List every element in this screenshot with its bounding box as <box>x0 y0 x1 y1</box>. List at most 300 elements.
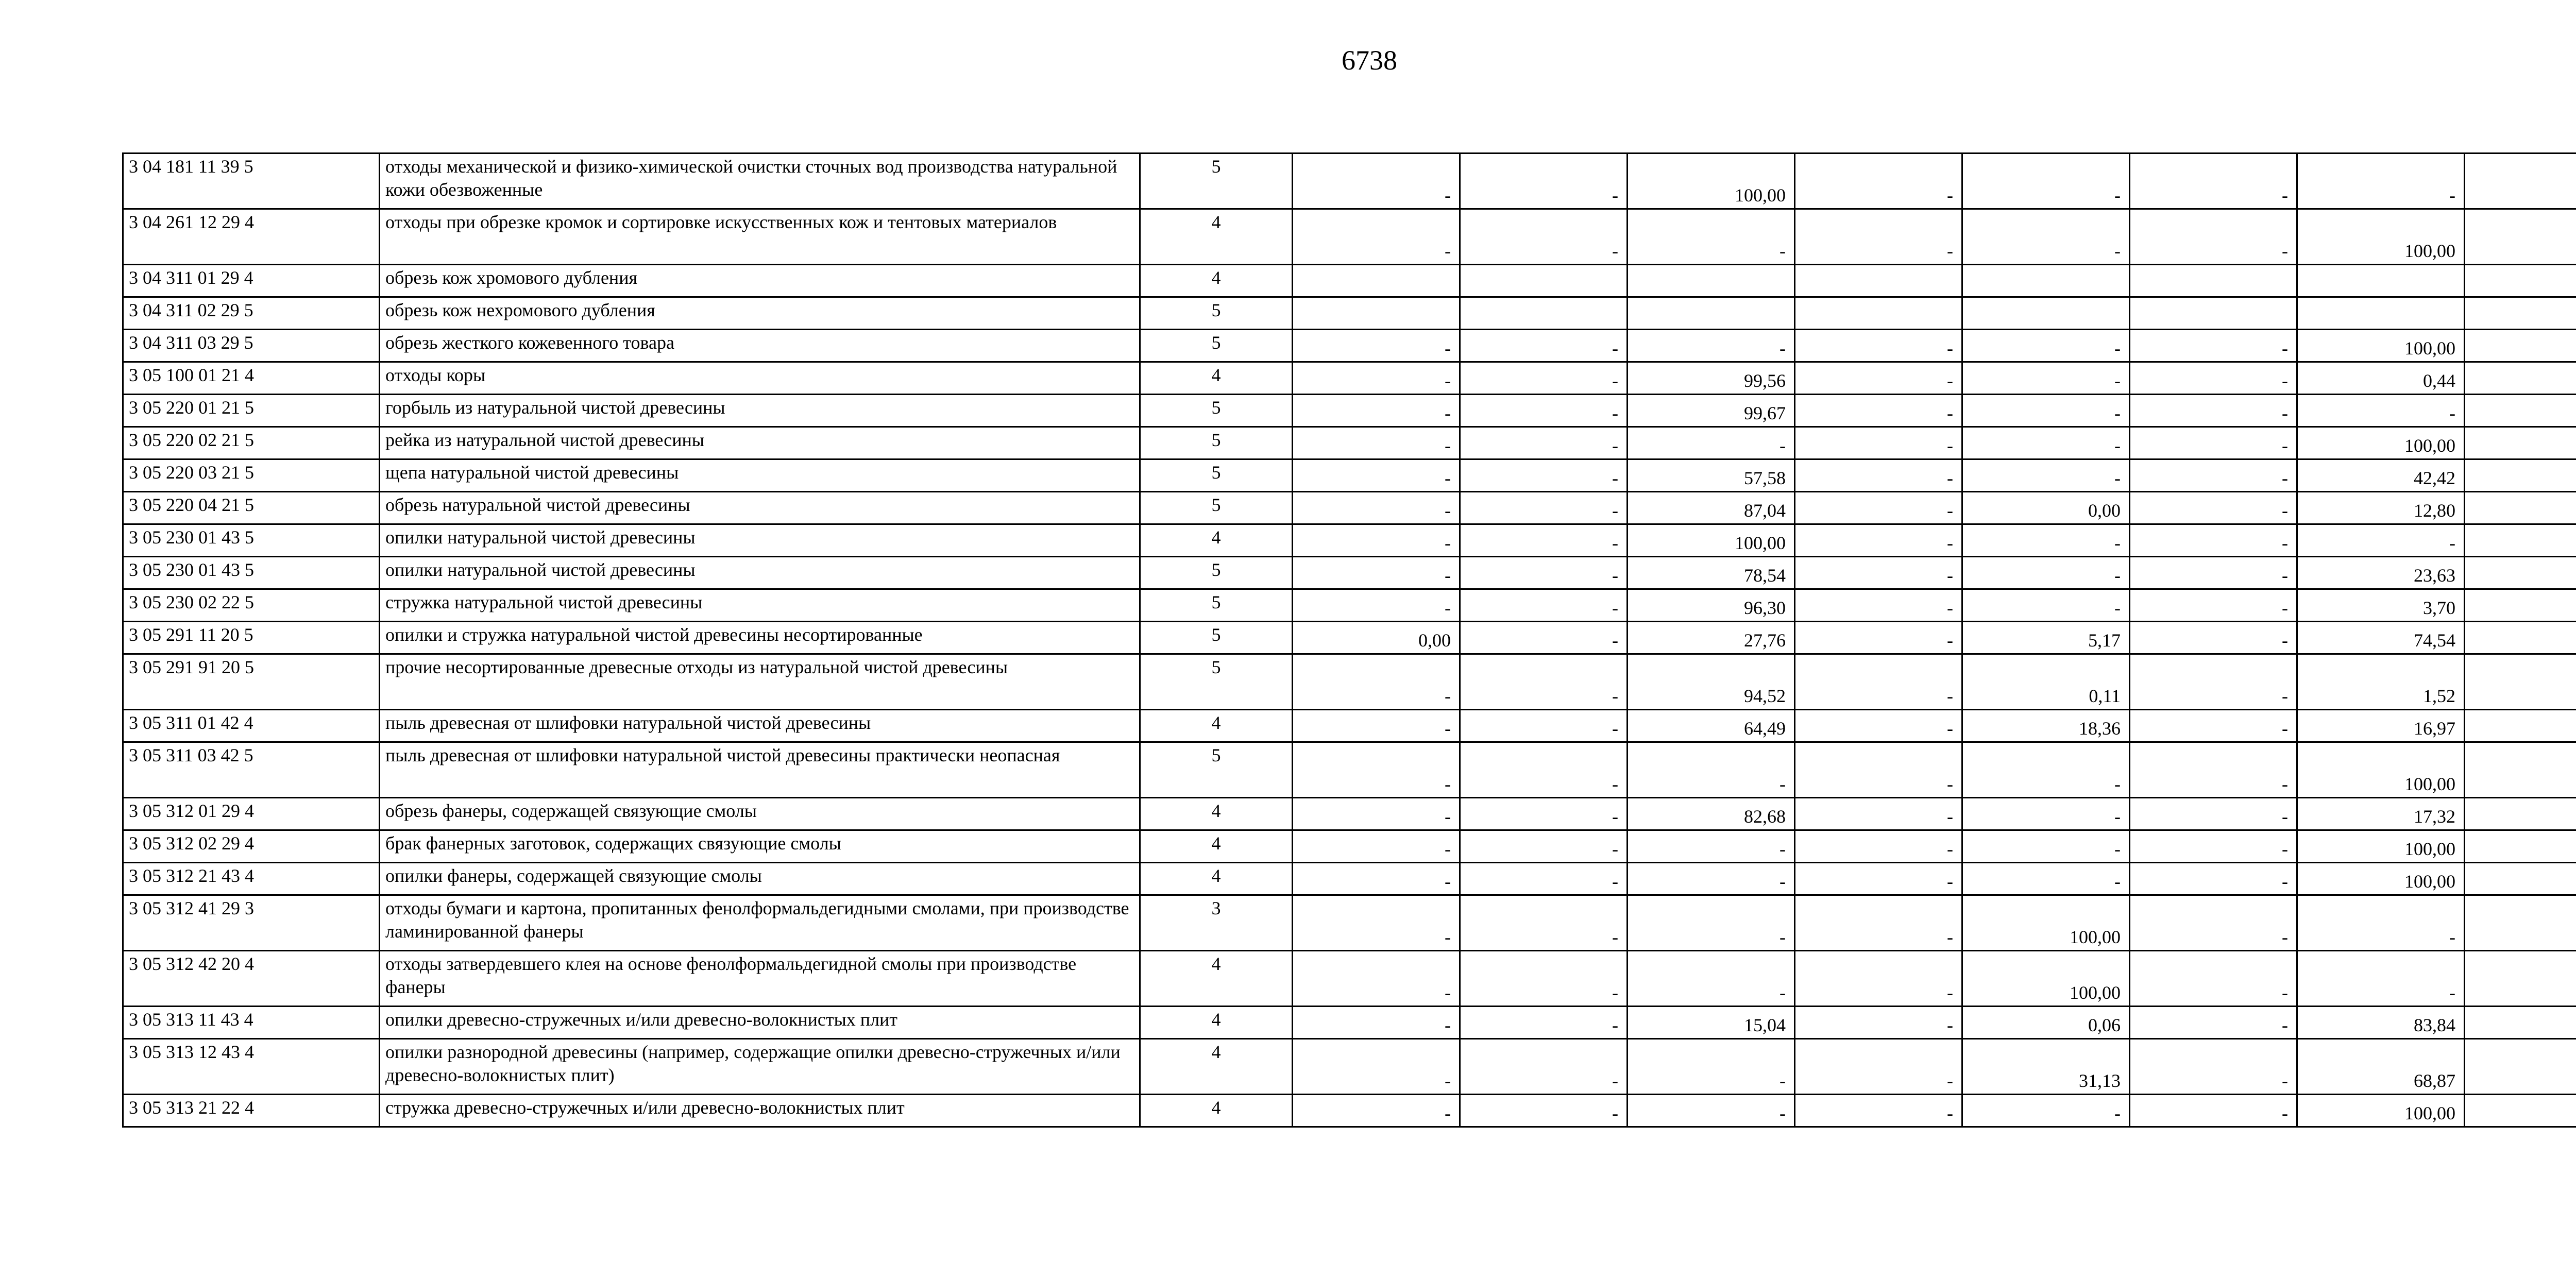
waste-code-cell: 3 05 220 02 21 5 <box>123 427 380 459</box>
table-row <box>123 798 2576 830</box>
waste-code-cell: 3 05 313 21 22 4 <box>123 1095 380 1127</box>
value-cell: - <box>1460 951 1628 1007</box>
value-cell: - <box>1962 427 2130 459</box>
table-row <box>123 951 2576 1007</box>
value-cell: - <box>2130 798 2297 830</box>
value-cell: - <box>1795 362 1962 395</box>
value-cell: 15,04 <box>1628 1007 1795 1039</box>
value-cell: - <box>1795 524 1962 557</box>
hazard-class-cell: 5 <box>1140 427 1293 459</box>
value-cell: - <box>1962 589 2130 622</box>
value-cell: - <box>1460 362 1628 395</box>
value-cell: 83,84 <box>2297 1007 2465 1039</box>
value-cell: - <box>1962 1095 2130 1127</box>
value-cell: - <box>1460 742 1628 798</box>
value-cell <box>2130 297 2297 330</box>
value-cell <box>2465 589 2576 622</box>
waste-name-cell: стружка древесно-стружечных и/или древесно-волокнистых плит <box>380 1095 1140 1127</box>
waste-name-cell: опилки натуральной чистой древесины <box>380 524 1140 557</box>
hazard-class-cell: 5 <box>1140 622 1293 654</box>
value-cell: - <box>2130 209 2297 265</box>
waste-code-cell: 3 05 230 02 22 5 <box>123 589 380 622</box>
page-number: 6738 <box>1342 45 1397 76</box>
waste-code-cell: 3 05 312 01 29 4 <box>123 798 380 830</box>
value-cell: 100,00 <box>2297 742 2465 798</box>
table-row <box>123 492 2576 524</box>
value-cell: - <box>1795 863 1962 895</box>
hazard-class-cell: 4 <box>1140 524 1293 557</box>
value-cell: - <box>1293 895 1460 951</box>
hazard-class-cell: 5 <box>1140 589 1293 622</box>
value-cell <box>2465 654 2576 710</box>
value-cell: - <box>1460 330 1628 362</box>
waste-name-cell: брак фанерных заготовок, содержащих связующие смолы <box>380 830 1140 863</box>
value-cell <box>2465 524 2576 557</box>
value-cell: - <box>1293 1007 1460 1039</box>
value-cell: 99,67 <box>1628 395 1795 427</box>
value-cell: - <box>1628 830 1795 863</box>
value-cell: - <box>1962 459 2130 492</box>
waste-code-cell: 3 05 291 91 20 5 <box>123 654 380 710</box>
value-cell: 27,76 <box>1628 622 1795 654</box>
value-cell: - <box>1293 362 1460 395</box>
value-cell: - <box>1795 330 1962 362</box>
value-cell: - <box>1795 154 1962 209</box>
value-cell: - <box>1795 209 1962 265</box>
table-row <box>123 830 2576 863</box>
value-cell: - <box>1795 895 1962 951</box>
value-cell: 87,04 <box>1628 492 1795 524</box>
value-cell: - <box>1795 492 1962 524</box>
waste-code-cell: 3 05 311 01 42 4 <box>123 710 380 742</box>
value-cell: - <box>1460 209 1628 265</box>
table-row <box>123 362 2576 395</box>
value-cell <box>1293 265 1460 297</box>
value-cell <box>2465 297 2576 330</box>
hazard-class-cell: 4 <box>1140 863 1293 895</box>
waste-name-cell: отходы при обрезке кромок и сортировке искусственных кож и тентовых материалов <box>380 209 1140 265</box>
table-row <box>123 297 2576 330</box>
value-cell: - <box>2297 524 2465 557</box>
value-cell: 31,13 <box>1962 1039 2130 1095</box>
value-cell <box>1628 297 1795 330</box>
table-row <box>123 395 2576 427</box>
waste-name-cell: обрезь кож нехромового дубления <box>380 297 1140 330</box>
value-cell: - <box>1293 830 1460 863</box>
value-cell: - <box>1628 863 1795 895</box>
waste-name-cell: опилки натуральной чистой древесины <box>380 557 1140 589</box>
value-cell: - <box>1628 1039 1795 1095</box>
value-cell: - <box>1962 742 2130 798</box>
hazard-class-cell: 5 <box>1140 330 1293 362</box>
waste-name-cell: рейка из натуральной чистой древесины <box>380 427 1140 459</box>
value-cell: - <box>1460 154 1628 209</box>
waste-name-cell: опилки разнородной древесины (например, содержащие опилки древесно-стружечных и/или древесно-волокнистых плит) <box>380 1039 1140 1095</box>
table-row <box>123 154 2576 209</box>
value-cell <box>2465 895 2576 951</box>
value-cell: - <box>1293 710 1460 742</box>
value-cell: 18,36 <box>1962 710 2130 742</box>
value-cell: - <box>1460 654 1628 710</box>
value-cell <box>2465 1095 2576 1127</box>
table-row <box>123 557 2576 589</box>
value-cell: 100,00 <box>2297 209 2465 265</box>
hazard-class-cell: 5 <box>1140 742 1293 798</box>
value-cell: 57,58 <box>1628 459 1795 492</box>
value-cell: - <box>1460 710 1628 742</box>
waste-name-cell: опилки древесно-стружечных и/или древесно-волокнистых плит <box>380 1007 1140 1039</box>
value-cell <box>1460 265 1628 297</box>
value-cell: - <box>1795 557 1962 589</box>
value-cell <box>2130 265 2297 297</box>
waste-code-cell: 3 04 261 12 29 4 <box>123 209 380 265</box>
value-cell: - <box>1628 742 1795 798</box>
value-cell <box>2297 297 2465 330</box>
value-cell <box>2465 492 2576 524</box>
value-cell: 68,87 <box>2297 1039 2465 1095</box>
value-cell: - <box>1293 459 1460 492</box>
table-row <box>123 209 2576 265</box>
hazard-class-cell: 5 <box>1140 492 1293 524</box>
value-cell: - <box>1628 895 1795 951</box>
value-cell <box>2465 395 2576 427</box>
value-cell: 78,54 <box>1628 557 1795 589</box>
table-row <box>123 1095 2576 1127</box>
value-cell: - <box>1293 209 1460 265</box>
waste-distribution-table <box>122 152 2576 1128</box>
waste-name-cell: отходы механической и физико-химической очистки сточных вод производства натуральной кожи обезвоженные <box>380 154 1140 209</box>
value-cell: - <box>1460 622 1628 654</box>
hazard-class-cell: 4 <box>1140 1095 1293 1127</box>
value-cell: 100,00 <box>2297 427 2465 459</box>
value-cell: 100,00 <box>2297 830 2465 863</box>
value-cell <box>2465 557 2576 589</box>
value-cell: 0,00 <box>1293 622 1460 654</box>
value-cell: - <box>2130 863 2297 895</box>
value-cell: - <box>1460 1007 1628 1039</box>
table-row <box>123 622 2576 654</box>
waste-code-cell: 3 05 312 42 20 4 <box>123 951 380 1007</box>
value-cell: - <box>1460 863 1628 895</box>
value-cell <box>2465 951 2576 1007</box>
value-cell <box>2465 265 2576 297</box>
value-cell: - <box>2130 895 2297 951</box>
waste-name-cell: стружка натуральной чистой древесины <box>380 589 1140 622</box>
value-cell: 94,52 <box>1628 654 1795 710</box>
waste-code-cell: 3 04 311 01 29 4 <box>123 265 380 297</box>
value-cell: - <box>2130 1039 2297 1095</box>
value-cell: - <box>1962 209 2130 265</box>
value-cell: 99,56 <box>1628 362 1795 395</box>
hazard-class-cell: 4 <box>1140 830 1293 863</box>
value-cell: 0,00 <box>1962 492 2130 524</box>
value-cell: - <box>1962 863 2130 895</box>
value-cell: - <box>1962 395 2130 427</box>
hazard-class-cell: 5 <box>1140 654 1293 710</box>
value-cell: - <box>1962 830 2130 863</box>
value-cell <box>2465 330 2576 362</box>
table-body <box>123 154 2576 1127</box>
value-cell: - <box>1795 459 1962 492</box>
hazard-class-cell: 5 <box>1140 557 1293 589</box>
waste-name-cell: обрезь кож хромового дубления <box>380 265 1140 297</box>
hazard-class-cell: 5 <box>1140 459 1293 492</box>
value-cell: - <box>1795 742 1962 798</box>
value-cell: 100,00 <box>1962 951 2130 1007</box>
value-cell: - <box>1460 557 1628 589</box>
value-cell: - <box>2130 557 2297 589</box>
value-cell: - <box>1460 830 1628 863</box>
value-cell: 100,00 <box>1628 524 1795 557</box>
value-cell: 1,52 <box>2297 654 2465 710</box>
value-cell: - <box>2130 710 2297 742</box>
value-cell: - <box>1293 427 1460 459</box>
table-row <box>123 524 2576 557</box>
waste-name-cell: опилки фанеры, содержащей связующие смолы <box>380 863 1140 895</box>
hazard-class-cell: 4 <box>1140 798 1293 830</box>
value-cell: - <box>2130 1095 2297 1127</box>
hazard-class-cell: 4 <box>1140 951 1293 1007</box>
value-cell: - <box>1293 654 1460 710</box>
value-cell: - <box>1795 798 1962 830</box>
value-cell: - <box>1795 951 1962 1007</box>
value-cell: 100,00 <box>2297 863 2465 895</box>
value-cell: 100,00 <box>2297 330 2465 362</box>
waste-name-cell: отходы затвердевшего клея на основе фенолформальдегидной смолы при производстве фанеры <box>380 951 1140 1007</box>
value-cell: - <box>2130 622 2297 654</box>
waste-name-cell: пыль древесная от шлифовки натуральной чистой древесины практически неопасная <box>380 742 1140 798</box>
value-cell: - <box>2297 895 2465 951</box>
hazard-class-cell: 4 <box>1140 1039 1293 1095</box>
value-cell: - <box>1460 1039 1628 1095</box>
waste-code-cell: 3 05 230 01 43 5 <box>123 557 380 589</box>
waste-name-cell: прочие несортированные древесные отходы из натуральной чистой древесины <box>380 654 1140 710</box>
waste-code-cell: 3 05 220 01 21 5 <box>123 395 380 427</box>
value-cell: - <box>2297 395 2465 427</box>
value-cell: 100,00 <box>1962 895 2130 951</box>
table-row <box>123 427 2576 459</box>
value-cell <box>2465 798 2576 830</box>
waste-code-cell: 3 04 311 02 29 5 <box>123 297 380 330</box>
value-cell: - <box>1628 1095 1795 1127</box>
value-cell: - <box>1293 395 1460 427</box>
value-cell: - <box>2130 395 2297 427</box>
value-cell <box>2465 742 2576 798</box>
value-cell: - <box>1460 427 1628 459</box>
value-cell: - <box>1293 492 1460 524</box>
value-cell: - <box>1460 1095 1628 1127</box>
value-cell: 100,00 <box>1628 154 1795 209</box>
waste-code-cell: 3 05 100 01 21 4 <box>123 362 380 395</box>
value-cell: 12,80 <box>2297 492 2465 524</box>
value-cell: - <box>1795 830 1962 863</box>
value-cell: - <box>1962 798 2130 830</box>
waste-code-cell: 3 05 313 12 43 4 <box>123 1039 380 1095</box>
value-cell: - <box>1962 154 2130 209</box>
value-cell: - <box>1460 524 1628 557</box>
value-cell: - <box>1293 863 1460 895</box>
value-cell <box>1795 265 1962 297</box>
value-cell: - <box>1962 557 2130 589</box>
table-row <box>123 742 2576 798</box>
waste-name-cell: обрезь фанеры, содержащей связующие смолы <box>380 798 1140 830</box>
value-cell <box>1293 297 1460 330</box>
value-cell: - <box>1293 1095 1460 1127</box>
value-cell: - <box>2297 154 2465 209</box>
value-cell: - <box>1962 330 2130 362</box>
value-cell <box>1795 297 1962 330</box>
waste-name-cell: отходы бумаги и картона, пропитанных фенолформальдегидными смолами, при производстве ламинированной фанеры <box>380 895 1140 951</box>
value-cell: - <box>1460 895 1628 951</box>
value-cell: - <box>2130 492 2297 524</box>
value-cell: - <box>1795 427 1962 459</box>
value-cell: - <box>2130 951 2297 1007</box>
value-cell: - <box>1293 589 1460 622</box>
waste-code-cell: 3 04 311 03 29 5 <box>123 330 380 362</box>
value-cell: - <box>1962 524 2130 557</box>
value-cell: 5,17 <box>1962 622 2130 654</box>
waste-name-cell: опилки и стружка натуральной чистой древесины несортированные <box>380 622 1140 654</box>
value-cell: - <box>1293 524 1460 557</box>
value-cell: - <box>1293 742 1460 798</box>
hazard-class-cell: 4 <box>1140 362 1293 395</box>
value-cell: - <box>1460 395 1628 427</box>
value-cell: - <box>1795 1039 1962 1095</box>
value-cell: - <box>2130 742 2297 798</box>
waste-code-cell: 3 04 181 11 39 5 <box>123 154 380 209</box>
hazard-class-cell: 4 <box>1140 209 1293 265</box>
waste-code-cell: 3 05 312 41 29 3 <box>123 895 380 951</box>
waste-name-cell: пыль древесная от шлифовки натуральной чистой древесины <box>380 710 1140 742</box>
waste-code-cell: 3 05 312 02 29 4 <box>123 830 380 863</box>
value-cell: - <box>2130 427 2297 459</box>
value-cell: - <box>2130 589 2297 622</box>
value-cell <box>2465 1007 2576 1039</box>
table-row <box>123 265 2576 297</box>
hazard-class-cell: 5 <box>1140 297 1293 330</box>
value-cell: - <box>1628 951 1795 1007</box>
waste-code-cell: 3 05 220 03 21 5 <box>123 459 380 492</box>
value-cell: - <box>2130 362 2297 395</box>
waste-code-cell: 3 05 312 21 43 4 <box>123 863 380 895</box>
waste-code-cell: 3 05 230 01 43 5 <box>123 524 380 557</box>
value-cell: - <box>2130 459 2297 492</box>
value-cell: - <box>1795 1007 1962 1039</box>
value-cell <box>2465 209 2576 265</box>
value-cell: - <box>1628 330 1795 362</box>
value-cell: - <box>2130 830 2297 863</box>
value-cell: 16,97 <box>2297 710 2465 742</box>
value-cell: 23,63 <box>2297 557 2465 589</box>
table-row <box>123 895 2576 951</box>
hazard-class-cell: 4 <box>1140 1007 1293 1039</box>
waste-code-cell: 3 05 291 11 20 5 <box>123 622 380 654</box>
value-cell: 74,54 <box>2297 622 2465 654</box>
value-cell <box>1962 265 2130 297</box>
hazard-class-cell: 3 <box>1140 895 1293 951</box>
value-cell: - <box>1962 362 2130 395</box>
value-cell: - <box>1293 798 1460 830</box>
value-cell: - <box>2130 524 2297 557</box>
table-row <box>123 710 2576 742</box>
value-cell: - <box>1460 459 1628 492</box>
waste-code-cell: 3 05 313 11 43 4 <box>123 1007 380 1039</box>
value-cell: 0,44 <box>2297 362 2465 395</box>
value-cell: - <box>1293 557 1460 589</box>
table-row <box>123 1007 2576 1039</box>
value-cell <box>2465 830 2576 863</box>
waste-name-cell: отходы коры <box>380 362 1140 395</box>
value-cell <box>1962 297 2130 330</box>
hazard-class-cell: 5 <box>1140 395 1293 427</box>
value-cell: - <box>2130 654 2297 710</box>
value-cell: - <box>1795 395 1962 427</box>
value-cell <box>2297 265 2465 297</box>
hazard-class-cell: 4 <box>1140 265 1293 297</box>
value-cell: - <box>1460 589 1628 622</box>
value-cell: - <box>1293 1039 1460 1095</box>
hazard-class-cell: 5 <box>1140 154 1293 209</box>
value-cell: 96,30 <box>1628 589 1795 622</box>
value-cell: - <box>2130 330 2297 362</box>
value-cell <box>1460 297 1628 330</box>
table-row <box>123 654 2576 710</box>
table-row <box>123 863 2576 895</box>
waste-code-cell: 3 05 220 04 21 5 <box>123 492 380 524</box>
value-cell: - <box>2297 951 2465 1007</box>
table-row <box>123 1039 2576 1095</box>
table-row <box>123 589 2576 622</box>
value-cell: - <box>1628 427 1795 459</box>
value-cell: 64,49 <box>1628 710 1795 742</box>
value-cell: - <box>1628 209 1795 265</box>
value-cell: - <box>1795 589 1962 622</box>
value-cell: - <box>1795 710 1962 742</box>
value-cell: - <box>1293 330 1460 362</box>
waste-name-cell: горбыль из натуральной чистой древесины <box>380 395 1140 427</box>
value-cell: - <box>1795 654 1962 710</box>
value-cell <box>2465 459 2576 492</box>
value-cell <box>2465 427 2576 459</box>
value-cell: - <box>1293 154 1460 209</box>
waste-name-cell: щепа натуральной чистой древесины <box>380 459 1140 492</box>
value-cell: - <box>1293 951 1460 1007</box>
waste-name-cell: обрезь жесткого кожевенного товара <box>380 330 1140 362</box>
waste-code-cell: 3 05 311 03 42 5 <box>123 742 380 798</box>
value-cell <box>2465 710 2576 742</box>
value-cell <box>2465 154 2576 209</box>
value-cell: 82,68 <box>1628 798 1795 830</box>
value-cell: - <box>2130 1007 2297 1039</box>
value-cell: 3,70 <box>2297 589 2465 622</box>
value-cell <box>1628 265 1795 297</box>
value-cell <box>2465 1039 2576 1095</box>
value-cell: 100,00 <box>2297 1095 2465 1127</box>
value-cell: 0,06 <box>1962 1007 2130 1039</box>
value-cell: 0,11 <box>1962 654 2130 710</box>
value-cell: - <box>1795 1095 1962 1127</box>
value-cell: 17,32 <box>2297 798 2465 830</box>
value-cell <box>2465 622 2576 654</box>
value-cell: - <box>2130 154 2297 209</box>
hazard-class-cell: 4 <box>1140 710 1293 742</box>
value-cell: - <box>1795 622 1962 654</box>
table-row <box>123 330 2576 362</box>
value-cell: - <box>1460 492 1628 524</box>
value-cell: 42,42 <box>2297 459 2465 492</box>
value-cell: - <box>1460 798 1628 830</box>
table-row <box>123 459 2576 492</box>
